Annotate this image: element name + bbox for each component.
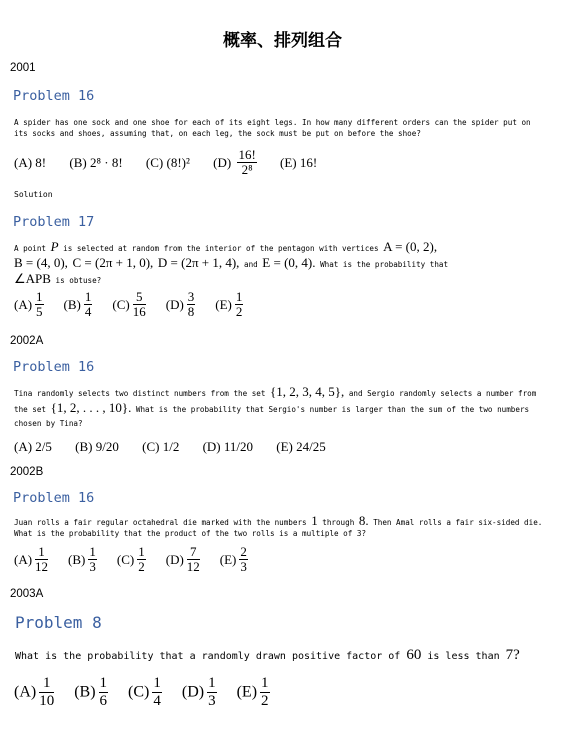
numerator: 1 — [35, 545, 48, 560]
numerator: 1 — [39, 675, 54, 693]
choice-label: (D) — [165, 297, 184, 313]
denominator: 16 — [132, 304, 146, 320]
text-run: is selected at random from the interior of the pentagon with vertices — [63, 244, 379, 253]
denominator: 2⁸ — [241, 162, 253, 178]
math-expression: C = (2π + 1, 0), — [72, 255, 154, 270]
choice-d — [166, 290, 196, 320]
math-expression: ∠APB — [14, 271, 51, 286]
problem-heading: Problem 16 — [13, 88, 95, 104]
math-expression: B = (4, 0), — [14, 255, 68, 270]
problem-text — [14, 385, 544, 431]
numerator: 7 — [187, 545, 200, 560]
fraction — [235, 290, 244, 320]
choice-label: (C) — [128, 683, 150, 701]
fraction — [133, 290, 146, 320]
denominator: 3 — [240, 559, 247, 575]
math-expression: 8. — [358, 513, 369, 528]
choice-label: (E) — [219, 552, 237, 568]
choice-label: (C) — [112, 297, 130, 313]
problem-text — [14, 240, 544, 288]
choice-label: (B) — [74, 683, 96, 701]
fraction — [187, 290, 196, 320]
choice-d — [166, 545, 200, 575]
choice-label: (A) — [14, 683, 37, 701]
choice-e — [237, 675, 270, 710]
fraction — [35, 545, 48, 575]
denominator: 4 — [84, 304, 92, 320]
choice-b — [68, 545, 97, 575]
choice-a: (A) 8! — [14, 155, 47, 171]
text-run: and Sergio randomly selects a number from the set — [14, 389, 537, 414]
choice-e — [220, 545, 248, 575]
text-run: A point — [14, 244, 47, 253]
fraction — [239, 545, 248, 575]
math-expression: E = (0, 4). — [262, 255, 316, 270]
choice-label: (D) — [181, 683, 205, 701]
choice-d — [213, 148, 257, 178]
choice-d: (D) 11/20 — [202, 439, 254, 455]
choice-a — [14, 675, 54, 710]
fraction — [99, 675, 109, 710]
fraction — [187, 545, 200, 575]
choice-label: (A) — [14, 297, 33, 313]
year-heading-2001: 2001 — [10, 62, 36, 74]
problem-text: A spider has one sock and one shoe for each of its eight legs. In how many different orders can the spider put on its socks and shoes, assuming that, on each leg, the sock must be put on before the shoe? — [14, 118, 531, 138]
math-expression: D = (2π + 1, 4), — [157, 255, 240, 270]
year-heading-2002a: 2002A — [10, 335, 44, 347]
fraction — [35, 290, 44, 320]
choice-label: (D) — [213, 155, 232, 171]
numerator: 1 — [36, 289, 43, 304]
year-heading-2003a: 2003A — [10, 588, 44, 600]
numerator: 1 — [99, 675, 108, 691]
choice-label: (E) — [215, 297, 232, 313]
problem-heading: Problem 16 — [13, 490, 95, 506]
choice-label: (B) — [68, 552, 86, 568]
text-run: What is the probability that a randomly drawn positive factor of — [15, 651, 401, 662]
text-run: is obtuse? — [55, 276, 102, 285]
numerator: 1 — [208, 675, 216, 691]
choice-c: (C) 1/2 — [142, 439, 180, 455]
text-run: through — [322, 518, 355, 527]
denominator: 5 — [36, 304, 43, 320]
answer-choices — [14, 675, 290, 710]
numerator: 1 — [84, 289, 92, 304]
numerator: 1 — [89, 544, 96, 559]
choice-label: (C) — [116, 552, 135, 568]
math-expression: 7? — [505, 647, 520, 663]
choice-c: (C) (8!)² — [145, 155, 190, 171]
numerator: 1 — [235, 289, 243, 304]
choice-c — [117, 545, 146, 575]
choice-b: (B) 9/20 — [75, 439, 119, 455]
problem-text — [14, 515, 544, 539]
math-expression: {1, 2, . . . , 10}. — [50, 400, 132, 415]
choice-e — [215, 290, 243, 320]
text-run: What is the probability that — [320, 260, 449, 269]
math-expression: A = (0, 2), — [383, 239, 438, 254]
text-run: is less than — [427, 651, 500, 662]
page-title: 概率、排列组合 — [223, 31, 342, 51]
choice-label: (D) — [165, 552, 184, 568]
problem-heading: Problem 16 — [13, 359, 95, 375]
denominator: 2 — [138, 559, 145, 575]
numerator: 2 — [240, 544, 247, 559]
numerator: 1 — [261, 675, 269, 691]
answer-choices — [14, 290, 263, 320]
choice-b — [74, 675, 108, 710]
numerator: 1 — [138, 544, 145, 559]
choice-e: (E) 16! — [280, 155, 318, 171]
fraction — [207, 675, 217, 710]
choice-b — [64, 290, 93, 320]
fraction — [39, 675, 54, 710]
choice-label: (E) — [236, 683, 258, 701]
answer-choices — [14, 148, 337, 178]
fraction — [88, 545, 97, 575]
text-run: Tina randomly selects two distinct numbers from the set — [14, 389, 266, 398]
choice-c — [128, 675, 162, 710]
choice-b: (B) 2⁸ · 8! — [69, 155, 123, 171]
choice-a: (A) 2/5 — [14, 439, 52, 455]
solution-link[interactable]: Solution — [14, 190, 53, 199]
choice-e: (E) 24/25 — [276, 439, 326, 455]
answer-choices — [14, 438, 346, 455]
math-expression: 60 — [406, 647, 422, 663]
text-run: and — [244, 260, 258, 269]
denominator: 2 — [261, 692, 269, 709]
denominator: 4 — [153, 692, 161, 709]
fraction — [152, 675, 162, 710]
numerator: 5 — [133, 290, 146, 305]
fraction — [84, 290, 93, 320]
denominator: 3 — [208, 692, 216, 709]
fraction — [137, 545, 146, 575]
problem-heading: Problem 17 — [13, 214, 95, 230]
denominator: 3 — [89, 559, 96, 575]
numerator: 1 — [153, 675, 161, 691]
denominator: 12 — [35, 559, 49, 575]
denominator: 6 — [99, 692, 108, 709]
numerator: 3 — [187, 289, 195, 304]
choice-d — [182, 675, 217, 710]
denominator: 10 — [39, 692, 55, 709]
numerator: 16! — [238, 147, 256, 162]
denominator: 2 — [235, 304, 243, 320]
choice-label: (A) — [14, 552, 33, 568]
answer-choices — [14, 545, 268, 575]
denominator: 12 — [186, 559, 200, 575]
problem-heading: Problem 8 — [15, 613, 102, 632]
choice-a — [14, 290, 44, 320]
math-expression: {1, 2, 3, 4, 5}, — [270, 384, 345, 399]
text-run: What is the probability that Sergio's number is larger than the sum of the two numbers chosen by Tina? — [14, 405, 530, 428]
math-expression: P — [50, 239, 59, 254]
problem-text — [15, 648, 545, 664]
text-run: Juan rolls a fair regular octahedral die marked with the numbers — [14, 518, 307, 527]
fraction — [260, 675, 270, 710]
choice-c — [112, 290, 145, 320]
math-expression: 1 — [311, 513, 318, 528]
choice-label: (B) — [63, 297, 81, 313]
choice-a — [14, 545, 48, 575]
text-run: Then Amal rolls a fair six-sided die. What is the probability that the product of the two rolls is a multiple of 3? — [14, 518, 543, 538]
year-heading-2002b: 2002B — [10, 466, 44, 478]
denominator: 8 — [187, 304, 195, 320]
fraction — [237, 148, 256, 178]
